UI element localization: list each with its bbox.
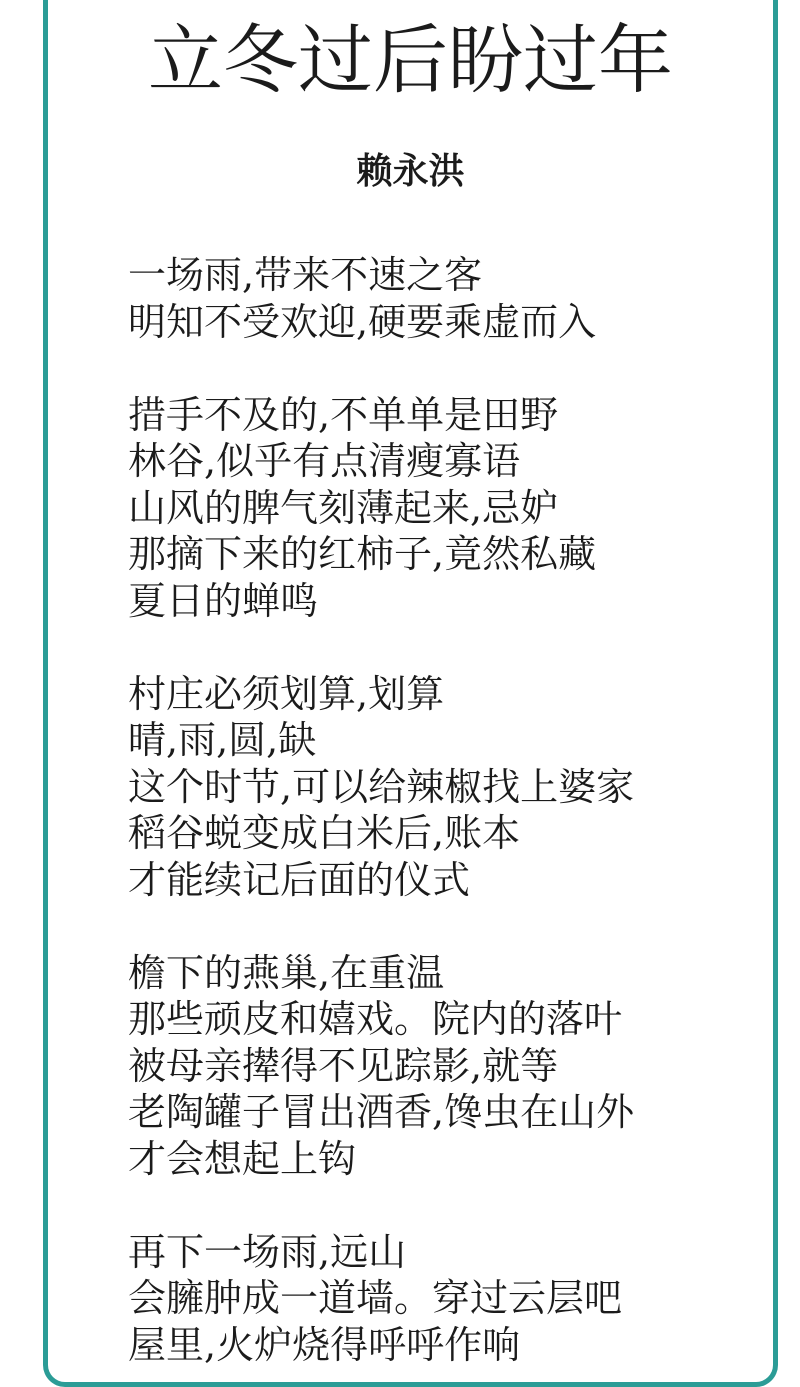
stanza-1 xyxy=(128,252,768,345)
poem-line: 山风的脾气刻薄起来,忌妒 xyxy=(128,485,559,530)
poem-line: 明知不受欢迎,硬要乘虚而入 xyxy=(128,299,597,344)
stanza-4 xyxy=(128,950,768,1183)
poem-body xyxy=(128,252,768,1368)
poem-title: 立冬过后盼过年 xyxy=(147,16,673,104)
poem-line: 晴,雨,圆,缺 xyxy=(128,718,317,762)
stanza-2 xyxy=(128,392,768,625)
poem-line: 才能续记后面的仪式 xyxy=(128,857,471,902)
stanza-5 xyxy=(128,1229,768,1369)
poem-line: 檐下的燕巢,在重温 xyxy=(128,950,445,995)
poem-line: 这个时节,可以给辣椒找上婆家 xyxy=(128,764,635,809)
poem-line: 夏日的蝉鸣 xyxy=(128,578,319,623)
stanza-3 xyxy=(128,671,768,904)
poem-line: 那摘下来的红柿子,竟然私藏 xyxy=(128,532,597,576)
poem-line: 才会想起上钩 xyxy=(128,1136,357,1181)
poem-line: 稻谷蜕变成白米后,账本 xyxy=(128,811,521,855)
poem-line: 再下一场雨,远山 xyxy=(128,1229,407,1274)
poem-line: 被母亲撵得不见踪影,就等 xyxy=(128,1043,559,1088)
poem-line: 一场雨,带来不速之客 xyxy=(128,253,483,297)
poem-line: 那些顽皮和嬉戏。院内的落叶 xyxy=(128,997,623,1041)
poem-author: 赖永洪 xyxy=(356,151,465,192)
poem-line: 屋里,火炉烧得呼呼作响 xyxy=(128,1322,521,1367)
poem-line: 村庄必须划算,划算 xyxy=(128,671,445,716)
poem-line: 措手不及的,不单单是田野 xyxy=(128,392,559,437)
poem-line: 老陶罐子冒出酒香,馋虫在山外 xyxy=(128,1090,635,1134)
poem-line: 林谷,似乎有点清瘦寡语 xyxy=(128,439,521,483)
poem-line: 会臃肿成一道墙。穿过云层吧 xyxy=(128,1276,623,1320)
